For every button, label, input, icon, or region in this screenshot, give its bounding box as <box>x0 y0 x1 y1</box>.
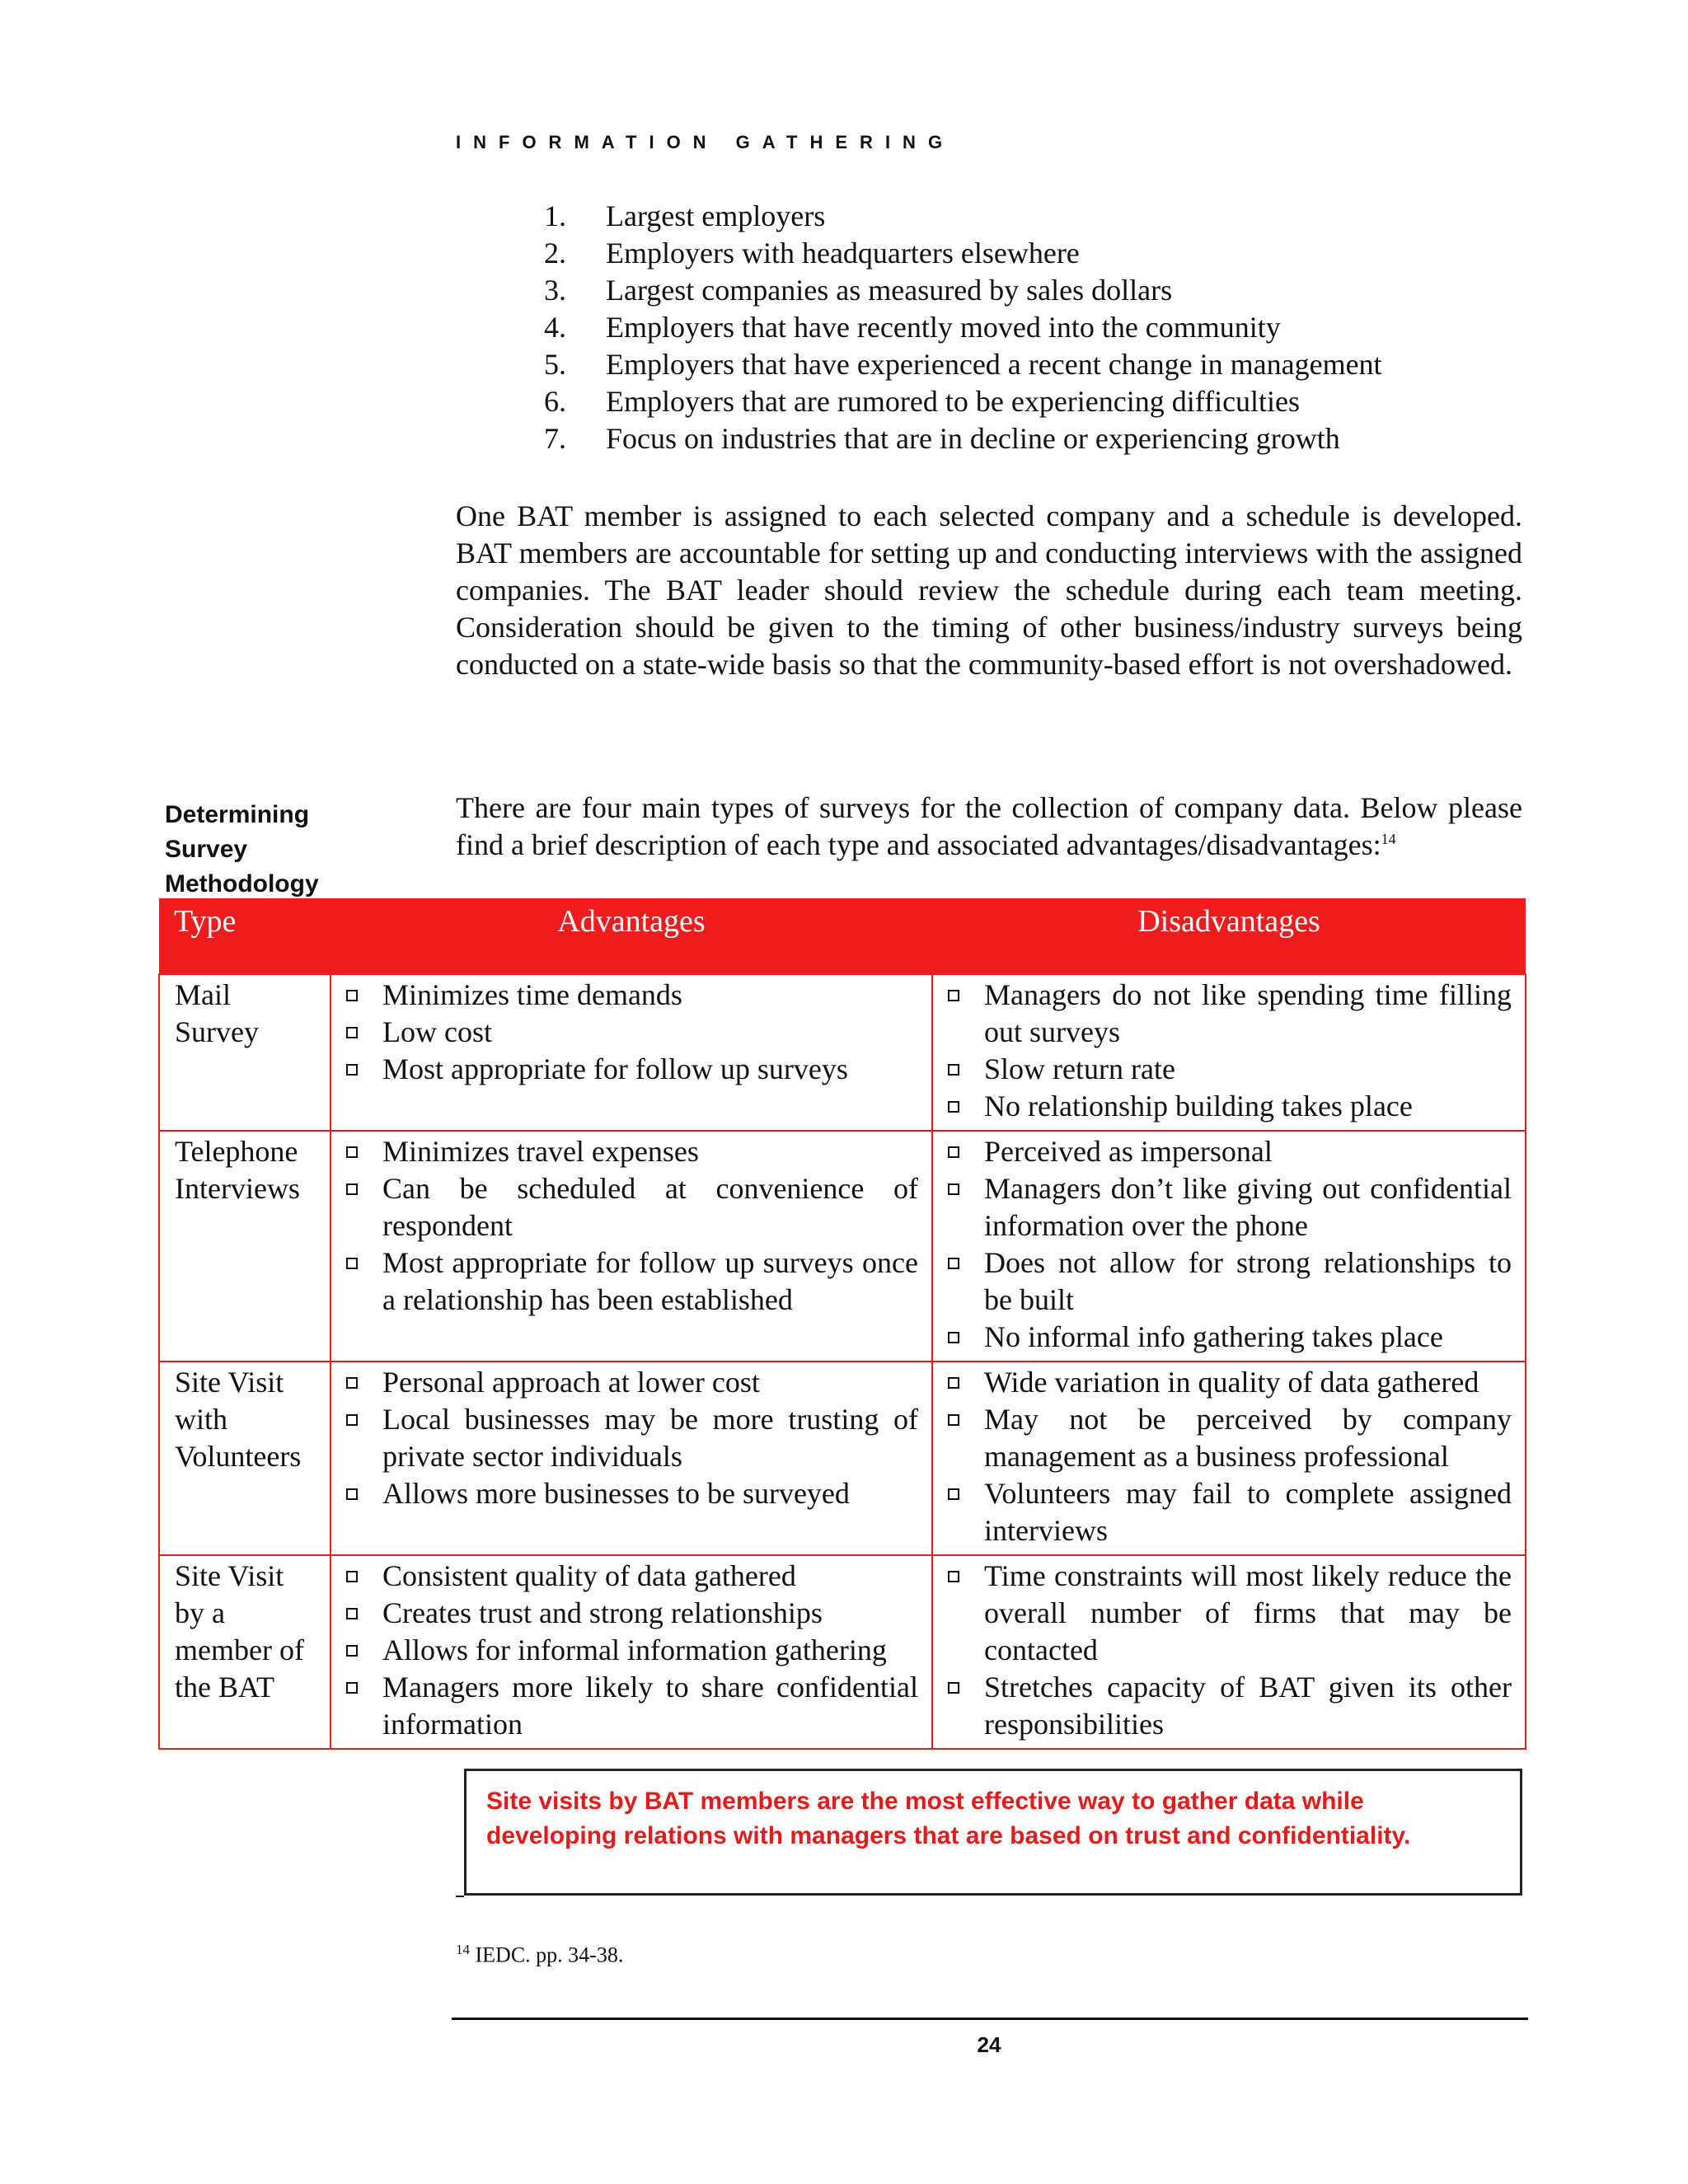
checkbox-bullet-icon <box>948 1101 959 1113</box>
bullet-text: Most appropriate for follow up surveys <box>382 1052 848 1085</box>
disadvantages-list <box>946 977 1512 1125</box>
checkbox-bullet-icon <box>948 1258 959 1269</box>
header-advantages: Advantages <box>331 898 932 974</box>
footnote <box>456 1942 623 1968</box>
checkbox-bullet-icon <box>948 1571 959 1582</box>
checkbox-bullet-icon <box>346 1488 358 1500</box>
advantage-item <box>345 1170 918 1244</box>
header-disadvantages: Disadvantages <box>932 898 1526 974</box>
checkbox-bullet-icon <box>346 1064 358 1076</box>
list-number: 4. <box>544 311 566 344</box>
disadvantage-item <box>946 1319 1512 1356</box>
disadvantage-item <box>946 1475 1512 1549</box>
disadvantage-item <box>946 1244 1512 1319</box>
list-number: 1. <box>544 199 566 232</box>
table-body <box>159 974 1526 1749</box>
disadvantages-cell <box>932 1131 1526 1361</box>
list-text: Largest employers <box>606 199 826 232</box>
bullet-text: Volunteers may fail to complete assigned interviews <box>984 1477 1512 1547</box>
advantage-item <box>345 1244 918 1319</box>
disadvantage-item <box>946 977 1512 1051</box>
checkbox-bullet-icon <box>346 1645 358 1657</box>
checkbox-bullet-icon <box>346 1682 358 1694</box>
bullet-text: Low cost <box>382 1015 492 1048</box>
running-head: INFORMATION GATHERING <box>456 132 955 152</box>
advantage-item <box>345 1133 918 1170</box>
bullet-text: Minimizes time demands <box>382 978 682 1011</box>
bullet-text: Slow return rate <box>984 1052 1175 1085</box>
list-text: Focus on industries that are in decline or experiencing growth <box>606 422 1340 455</box>
disadvantage-item <box>946 1088 1512 1125</box>
bullet-text: Allows more businesses to be surveyed <box>382 1477 850 1510</box>
footnote-text: IEDC. pp. 34-38. <box>475 1943 624 1967</box>
advantage-item <box>345 1401 918 1475</box>
checkbox-bullet-icon <box>948 1064 959 1076</box>
footnote-number: 14 <box>456 1942 470 1957</box>
list-item <box>544 383 1382 420</box>
list-number: 5. <box>544 348 566 381</box>
advantage-item <box>345 1595 918 1632</box>
checkbox-bullet-icon <box>948 1332 959 1343</box>
bullet-text: Wide variation in quality of data gathered <box>984 1366 1479 1399</box>
checkbox-bullet-icon <box>948 1183 959 1195</box>
checkbox-bullet-icon <box>948 1146 959 1158</box>
disadvantages-cell <box>932 974 1526 1131</box>
advantage-item <box>345 1051 918 1088</box>
side-heading-line: Survey <box>165 836 248 863</box>
checkbox-bullet-icon <box>346 1027 358 1038</box>
bullet-text: Stretches capacity of BAT given its other responsibilities <box>984 1671 1512 1741</box>
advantages-list <box>345 977 918 1088</box>
advantages-cell <box>331 974 932 1131</box>
bullet-text: Minimizes travel expenses <box>382 1135 699 1168</box>
survey-methods-table <box>158 898 1526 1750</box>
footnote-reference[interactable]: 14 <box>1381 831 1396 847</box>
bullet-text: Managers do not like spending time filling out surveys <box>984 978 1512 1048</box>
checkbox-bullet-icon <box>346 990 358 1001</box>
list-item <box>544 235 1382 272</box>
table-row <box>159 1555 1526 1749</box>
side-heading <box>165 798 363 902</box>
bullet-text: May not be perceived by company management as a business professional <box>984 1403 1512 1473</box>
callout-box: Site visits by BAT members are the most effective way to gather data while developing relations with managers that are based on trust and confidentiality. <box>464 1769 1522 1896</box>
survey-type-cell: Site Visit with Volunteers <box>159 1361 331 1555</box>
list-text: Employers with headquarters elsewhere <box>606 237 1080 269</box>
bullet-text: Does not allow for strong relationships to be built <box>984 1246 1512 1316</box>
bullet-text: Most appropriate for follow up surveys once a relationship has been established <box>382 1246 918 1316</box>
checkbox-bullet-icon <box>346 1571 358 1582</box>
side-heading-line: Methodology <box>165 870 319 898</box>
bullet-text: Can be scheduled at convenience of respondent <box>382 1172 918 1242</box>
survey-type-cell: Mail Survey <box>159 974 331 1131</box>
checkbox-bullet-icon <box>346 1258 358 1269</box>
checkbox-bullet-icon <box>346 1183 358 1195</box>
checkbox-bullet-icon <box>948 1377 959 1389</box>
advantage-item <box>345 1669 918 1743</box>
list-number: 6. <box>544 385 566 418</box>
disadvantage-item <box>946 1364 1512 1401</box>
table-row <box>159 1361 1526 1555</box>
checkbox-bullet-icon <box>948 1682 959 1694</box>
list-number: 2. <box>544 237 566 269</box>
advantages-cell <box>331 1361 932 1555</box>
list-item <box>544 309 1382 346</box>
disadvantage-item <box>946 1669 1512 1743</box>
disadvantage-item <box>946 1401 1512 1475</box>
list-text: Employers that have recently moved into the community <box>606 311 1281 344</box>
bullet-text: Local businesses may be more trusting of private sector individuals <box>382 1403 918 1473</box>
bullet-text: Perceived as impersonal <box>984 1135 1273 1168</box>
bullet-text: Time constraints will most likely reduce the overall number of firms that may be contacted <box>984 1559 1512 1666</box>
advantages-list <box>345 1364 918 1512</box>
list-item <box>544 198 1382 235</box>
table-row <box>159 1131 1526 1361</box>
advantages-cell <box>331 1555 932 1749</box>
advantages-list <box>345 1133 918 1319</box>
advantages-list <box>345 1558 918 1743</box>
advantage-item <box>345 1558 918 1595</box>
header-type: Type <box>159 898 331 974</box>
disadvantage-item <box>946 1133 1512 1170</box>
list-text: Largest companies as measured by sales dollars <box>606 274 1173 307</box>
checkbox-bullet-icon <box>948 990 959 1001</box>
bullet-text: Personal approach at lower cost <box>382 1366 760 1399</box>
bullet-text: Consistent quality of data gathered <box>382 1559 796 1592</box>
checkbox-bullet-icon <box>948 1488 959 1500</box>
page-number: 24 <box>977 2032 1001 2057</box>
bullet-text: Creates trust and strong relationships <box>382 1596 823 1629</box>
checkbox-bullet-icon <box>346 1414 358 1426</box>
checkbox-bullet-icon <box>346 1377 358 1389</box>
body-paragraph-assignment: One BAT member is assigned to each selected company and a schedule is developed. BAT members are accountable for setting up and conducting interviews with the assigned companies. The BAT leader should review the schedule during each team meeting. Consideration should be given to the timing of other business/industry surveys being conducted on a state-wide basis so that the community-based effort is not overshadowed. <box>456 499 1522 681</box>
bullet-text: Managers more likely to share confidential information <box>382 1671 918 1741</box>
disadvantages-list <box>946 1364 1512 1549</box>
disadvantages-list <box>946 1558 1512 1743</box>
survey-types-text: There are four main types of surveys for the collection of company data. Below please find a brief description of each type and associated advantages/disadvantages: <box>456 791 1522 861</box>
checkbox-bullet-icon <box>948 1414 959 1426</box>
bullet-text: Allows for informal information gathering <box>382 1633 887 1666</box>
list-text: Employers that have experienced a recent change in management <box>606 348 1382 381</box>
footer-rule <box>452 2018 1528 2020</box>
checkbox-bullet-icon <box>346 1608 358 1619</box>
survey-type-cell: Telephone Interviews <box>159 1131 331 1361</box>
list-item <box>544 420 1382 457</box>
disadvantages-cell <box>932 1555 1526 1749</box>
list-number: 3. <box>544 274 566 307</box>
checkbox-bullet-icon <box>346 1146 358 1158</box>
table-header-row <box>159 898 1526 974</box>
table-row <box>159 974 1526 1131</box>
advantage-item <box>345 977 918 1014</box>
bullet-text: No relationship building takes place <box>984 1090 1413 1122</box>
advantages-cell <box>331 1131 932 1361</box>
advantage-item <box>345 1475 918 1512</box>
numbered-list <box>544 198 1382 457</box>
list-text: Employers that are rumored to be experiencing difficulties <box>606 385 1301 418</box>
advantage-item <box>345 1014 918 1051</box>
side-heading-line: Determining <box>165 801 310 828</box>
bullet-text: No informal info gathering takes place <box>984 1320 1443 1353</box>
callout-tick <box>456 1896 464 1897</box>
disadvantage-item <box>946 1170 1512 1244</box>
advantage-item <box>345 1632 918 1669</box>
disadvantages-cell <box>932 1361 1526 1555</box>
disadvantage-item <box>946 1558 1512 1669</box>
list-number: 7. <box>544 422 566 455</box>
disadvantages-list <box>946 1133 1512 1356</box>
bullet-text: Managers don’t like giving out confidential information over the phone <box>984 1172 1512 1242</box>
list-item <box>544 272 1382 309</box>
survey-type-cell: Site Visit by a member of the BAT <box>159 1555 331 1749</box>
list-item <box>544 346 1382 383</box>
body-paragraph-survey-types <box>456 790 1522 864</box>
disadvantage-item <box>946 1051 1512 1088</box>
advantage-item <box>345 1364 918 1401</box>
